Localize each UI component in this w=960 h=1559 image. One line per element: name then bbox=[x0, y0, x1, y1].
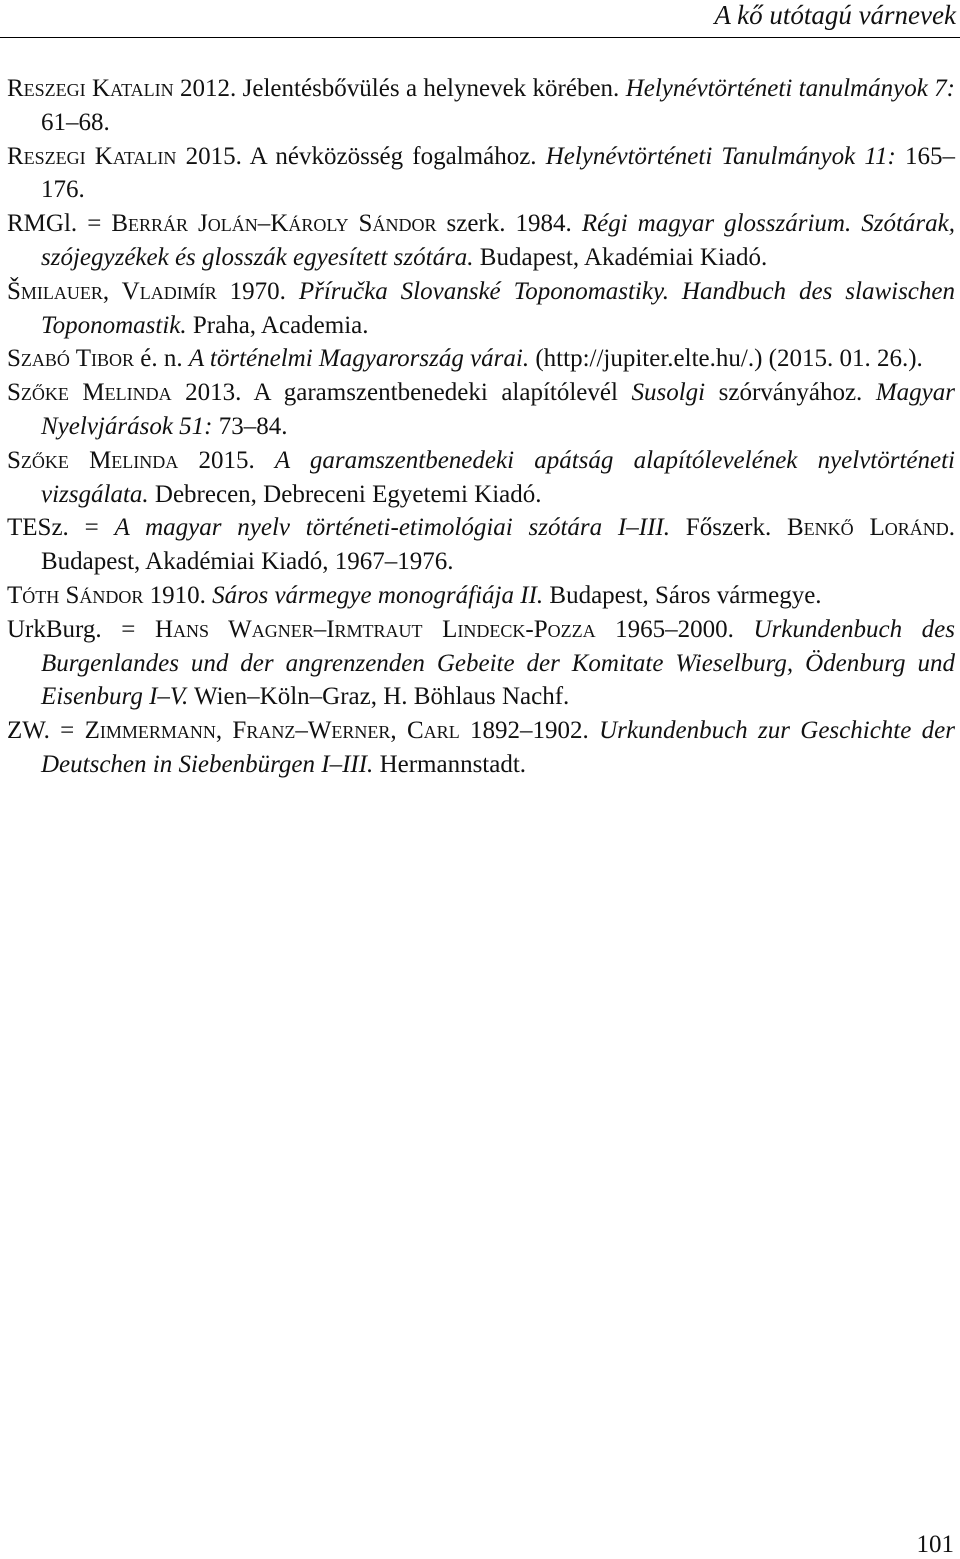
entry-text: szórványához. bbox=[705, 379, 876, 407]
entry-author: Hans Wagner–Irmtraut Lindeck-Pozza bbox=[154, 615, 596, 643]
page-number: 101 bbox=[916, 1531, 954, 1558]
entry-text: Debrecen, Debreceni Egyetemi Kiadó. bbox=[148, 480, 542, 508]
entry-title: Urkundenbuch des Burgenlandes und der angrenzenden Gebeite der Komitate Wieselburg, Ödenburg und Eisenburg I–V. bbox=[41, 615, 955, 711]
entry-title: A magyar nyelv történeti-etimológiai szótára I–III. bbox=[114, 514, 670, 542]
entry-text: 2015. bbox=[178, 446, 275, 474]
entry-title: Urkundenbuch zur Geschichte der Deutschen in Siebenbürgen I–III. bbox=[41, 717, 955, 778]
entry-title: Helynévtörténeti Tanulmányok 11: bbox=[545, 142, 896, 170]
bibliography-entry bbox=[7, 140, 955, 208]
entry-title: Susolgi bbox=[631, 379, 706, 407]
entry-text: Praha, Academia. bbox=[186, 311, 369, 339]
entry-title: Příručka Slovanské Toponomastiky. Handbuch des slawischen Toponomastik. bbox=[41, 277, 955, 339]
bibliography-entry bbox=[7, 376, 955, 444]
bibliography-entry bbox=[7, 342, 955, 376]
bibliography-entry bbox=[7, 444, 955, 512]
entry-author: Szőke Melinda bbox=[7, 446, 179, 474]
entry-author: Berrár Jolán–Károly Sándor bbox=[111, 210, 437, 238]
entry-text: 2013. A garamszentbenedeki alapítólevél bbox=[171, 379, 632, 407]
entry-text: Főszerk. bbox=[670, 514, 787, 542]
bibliography-entry bbox=[7, 207, 955, 275]
entry-text: 1970. bbox=[216, 277, 299, 305]
entry-title: Helynévtörténeti tanulmányok 7: bbox=[625, 75, 955, 102]
entry-text: é. n. bbox=[133, 345, 189, 373]
entry-title: Magyar Nyelvjárások 51: bbox=[41, 379, 955, 440]
entry-text: TESz. = bbox=[7, 514, 115, 542]
bibliography-entry bbox=[7, 579, 955, 613]
entry-text: . Budapest, Akadémiai Kiadó, 1967–1976. bbox=[41, 514, 955, 576]
entry-title: Régi magyar glosszárium. Szótárak, szójegyzékek és glosszák egyesített szótára. bbox=[41, 210, 955, 271]
entry-title: A garamszentbenedeki apátság alapítólevelének nyelvtörténeti vizsgálata. bbox=[41, 446, 956, 508]
entry-text: RMGl. = bbox=[7, 210, 112, 238]
entry-title: Sáros vármegye monográfiája II. bbox=[212, 581, 544, 609]
entry-text: UrkBurg. = bbox=[7, 615, 155, 643]
entry-text: 1910. bbox=[143, 581, 213, 609]
entry-text: 165–176. bbox=[41, 142, 956, 204]
entry-text: 1965–2000. bbox=[595, 615, 754, 643]
bibliography-entry bbox=[7, 72, 955, 140]
entry-text: 73–84. bbox=[212, 412, 288, 440]
entry-text: (http://jupiter.elte.hu/.) (2015. 01. 26.). bbox=[529, 345, 923, 373]
running-header: A kő utótagú várnevek bbox=[714, 0, 956, 30]
entry-text: Budapest, Akadémiai Kiadó. bbox=[473, 243, 768, 271]
entry-text: 61–68. bbox=[41, 108, 110, 136]
entry-text: Budapest, Sáros vármegye. bbox=[543, 581, 822, 609]
bibliography-entry bbox=[7, 613, 955, 714]
entry-text: 2015. A névközösség fogalmához. bbox=[176, 142, 546, 170]
entry-author: Reszegi Katalin bbox=[7, 75, 174, 102]
entry-text: Wien–Köln–Graz, H. Böhlaus Nachf. bbox=[188, 683, 570, 711]
bibliography-list bbox=[7, 72, 955, 782]
entry-text: ZW. = bbox=[7, 717, 85, 745]
entry-author: Zimmermann, Franz–Werner, Carl bbox=[84, 717, 460, 745]
entry-author: Šmilauer, Vladimír bbox=[7, 277, 217, 305]
header-rule bbox=[0, 37, 960, 38]
entry-text: 2012. Jelentésbővülés a helynevek körében. bbox=[173, 75, 626, 102]
bibliography-entry bbox=[7, 714, 955, 782]
entry-author: Szőke Melinda bbox=[7, 379, 172, 407]
entry-author: Benkő Loránd bbox=[787, 514, 949, 542]
entry-text: szerk. 1984. bbox=[436, 210, 582, 238]
entry-title: A történelmi Magyarország várai. bbox=[188, 345, 530, 373]
entry-author: Tóth Sándor bbox=[7, 581, 144, 609]
bibliography-entry bbox=[7, 511, 955, 579]
entry-text: 1892–1902. bbox=[459, 717, 600, 745]
bibliography-entry bbox=[7, 275, 955, 343]
entry-author: Szabó Tibor bbox=[7, 345, 134, 373]
entry-author: Reszegi Katalin bbox=[7, 142, 177, 170]
entry-text: Hermannstadt. bbox=[373, 750, 527, 778]
